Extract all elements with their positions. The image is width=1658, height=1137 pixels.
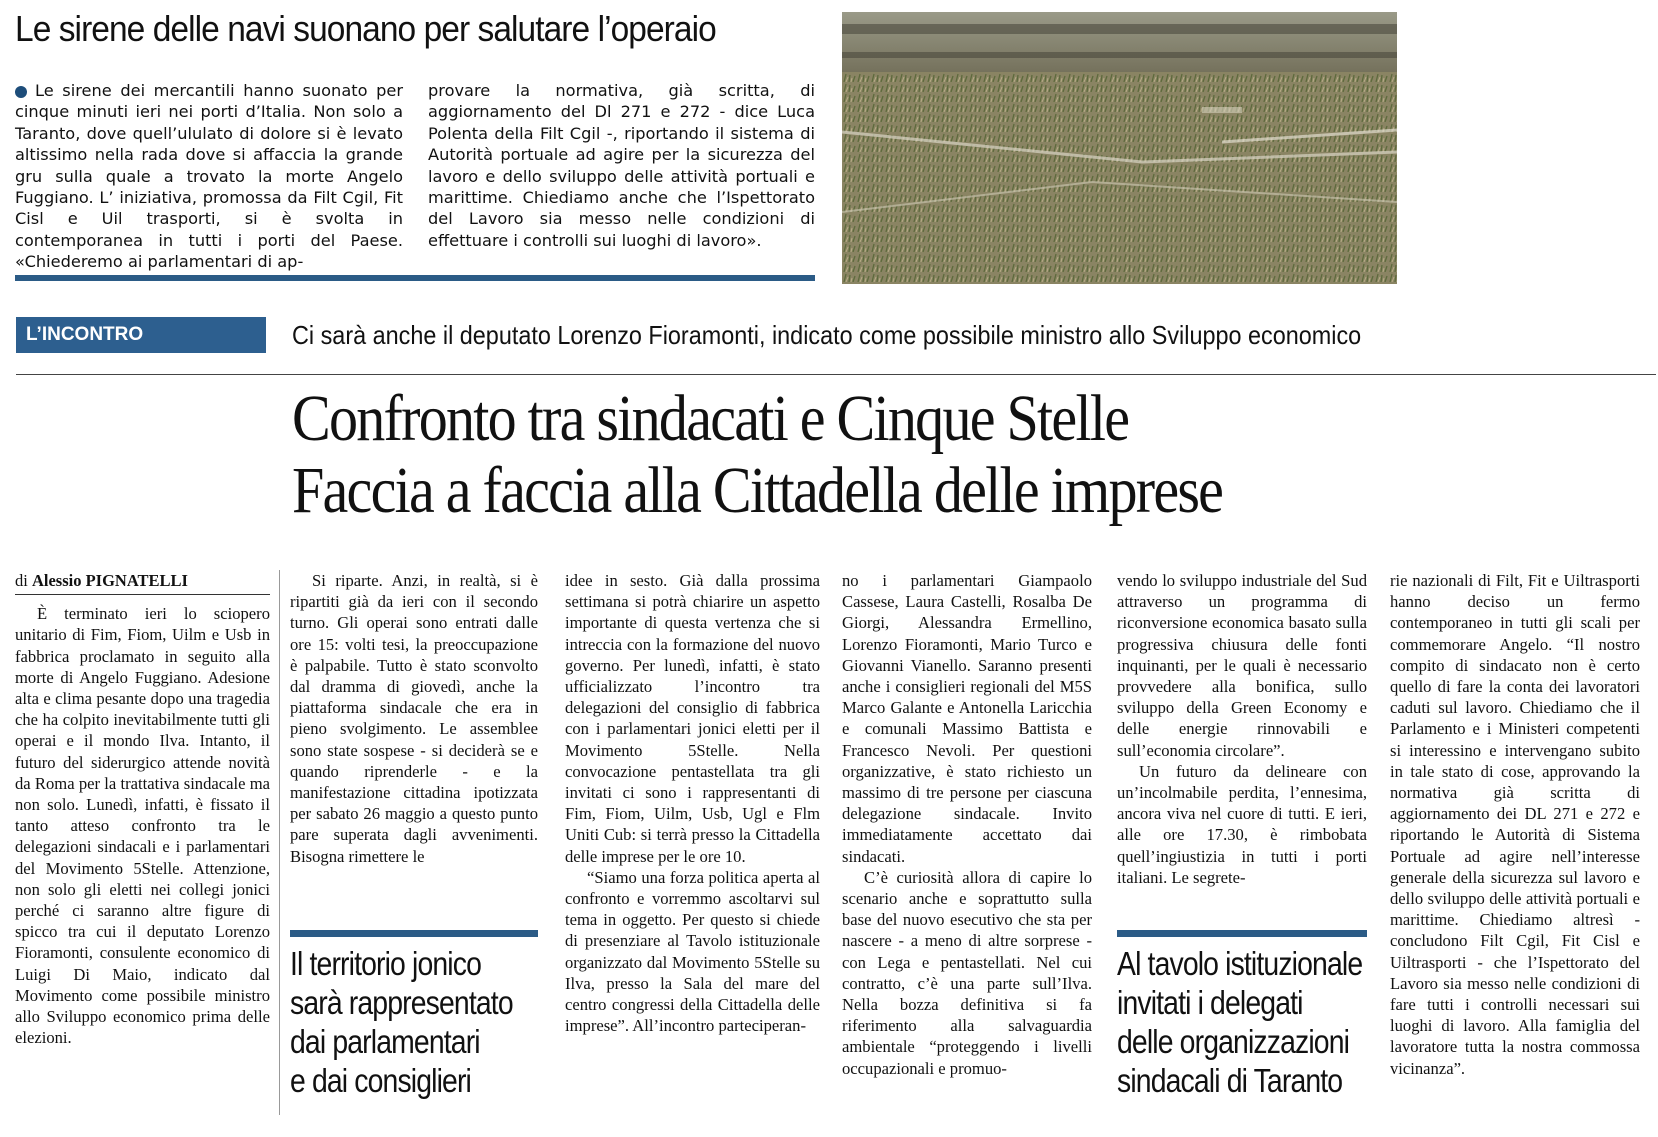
callout-line: delle organizzazioni [1117,1023,1350,1060]
byline-prefix: di [15,571,28,590]
article-column-6 [1390,570,1640,1079]
headline-line-1: Confronto tra sindacati e Cinque Stelle [292,382,1129,455]
byline [15,570,270,595]
brief-text-2: provare la normativa, già scritta, di aggiornamento del Dl 271 e 272 - dice Luca Polenta della Filt Cgil -, riportando il sistema di Autorità portuale ad agire per la sicurezza del lavoro e dello sviluppo delle attività portuali e marittime. Chiediamo anche che l’Ispettorato del Lavoro sia messo nelle condizioni di effettuare i controlli sui luoghi di lavoro». [428,81,815,250]
brief-text-1: Le sirene dei mercantili hanno suonato per cinque minuti ieri nei porti d’Italia. Non solo a Taranto, dove quell’ululato di dolore si è levato altissimo nella rada dove si affaccia la grande gru sulla quale a trovato la morte Angelo Fuggiano. L’ iniziativa, promossa da Filt Cgil, Fit Cisl e Uil trasporti, si è svolta in contemporanea in tutti i porti del Paese. «Chiederemo ai parlamentari di ap- [15,81,403,272]
column-rule [279,570,280,1115]
paragraph: no i parlamentari Giampaolo Cassese, Laura Castelli, Rosalba De Giorgi, Alessandra Ermellino, Lorenzo Fioramonti, Mario Turco e Giovanni Vianello. Saranno presenti anche i consiglieri regionali del M5S Marco Galante e Antonella Laricchia e comunali Massimo Battista e Francesco Nevoli. Per questioni organizzative, è stato richiesto un massimo di tre persone per ciascuna delegazione sindacale. Invito immediatamente accettato dai sindacati. [842,571,1092,866]
paragraph: Un futuro da delineare con un’incolmabile perdita, l’ennesima, ancora viva nel cuore di tutti. E ieri, alle ore 17.30, è rimbobata quell’ingiustizia in tutti i porti italiani. Le segrete- [1117,761,1367,887]
callout-line: dai parlamentari [290,1023,480,1060]
paragraph: È terminato ieri lo sciopero unitario di Fim, Fiom, Uilm e Usb in fabbrica proclamato in seguito alla morte di Angelo Fuggiano. Adesione alta e clima pesante dopo una tragedia che ha colpito inevitabilmente tutti gli operai e il mondo Ilva. Intanto, il futuro del siderurgico attende novità da Roma per la trattativa sindacale ma non solo. Lunedì, infatti, è fissato il tanto atteso confronto tra le delegazioni sindacali e i parlamentari del Movimento 5Stelle. Attenzione, non solo gli eletti nei collegi jonici perché ci saranno altre figure di spicco tra cui il deputato Lorenzo Fioramonti, consulente economico di Luigi Di Maio, indicato dal Movimento come possibile ministro allo Sviluppo economico prima delle elezioni. [15,604,270,1048]
brief-column-1 [15,80,403,273]
bullet-dot-icon [15,86,27,98]
byline-author: Alessio PIGNATELLI [31,571,188,590]
callout-1-bar [290,930,538,937]
callout-2 [1117,944,1362,1100]
paragraph: vendo lo sviluppo industriale del Sud attraverso un programma di riconversione economica basato sulla progressiva chiusura delle fonti inquinanti, per le quali è necessario provvedere alla bonifica, sullo sviluppo della Green Economy e delle energie rinnovabili e sull’economia circolare”. [1117,571,1367,760]
article-column-1 [15,570,270,1048]
article-column-5 [1117,570,1367,888]
article-column-4 [842,570,1092,1079]
brief-column-2 [428,80,815,251]
paragraph: rie nazionali di Filt, Fit e Uiltrasporti hanno deciso un fermo contemporaneo in tutti gli scali per commemorare Angelo. “Il nostro compito di sindacato non è certo quello di fare la conta dei lavoratori caduti sul lavoro. Chiediamo che il Parlamento e i Ministeri competenti si interessino e intervengano subito in tale stato di cose, approvando la normativa già scritta di aggiornamento dei DL 271 e 272 e riportando le Autorità di Sistema Portuale ad agire nell’interesse generale della sicurezza sul lavoro e dello sviluppo delle attività portuali e marittime. Chiediamo altresì - concludono Filt Cgil, Fit Cisl e Uiltrasporti - che l’Ispettorato del Lavoro sia messo nelle condizioni di fare tutti i controlli necessari sui luoghi di lavoro. Alla famiglia del lavoratore tutta la nostra commossa vicinanza”. [1390,571,1640,1078]
subheadline: Ci sarà anche il deputato Lorenzo Fioramonti, indicato come possibile ministro allo Sviluppo economico [292,320,1362,350]
headline-line-2: Faccia a faccia alla Cittadella delle imprese [292,454,1223,527]
article-column-3 [565,570,820,1036]
callout-line: Al tavolo istituzionale [1117,945,1363,982]
paragraph: Si riparte. Anzi, in realtà, si è ripartiti già da ieri con il secondo turno. Gli operai sono entrati dalle ore 15: volti tesi, la preoccupazione è palpabile. Tutto è stato sconvolto dal dramma di giovedì, anche la piattaforma sindacale che era in pieno svolgimento. Le assemblee sono state sospese - si deciderà se e quando riprenderle - e la manifestazione cittadina ipotizzata per sabato 26 maggio a questo punto pare superata dagli avvenimenti. Bisogna rimettere le [290,571,538,866]
callout-line: sindacali di Taranto [1117,1062,1343,1099]
paragraph: “Siamo una forza politica aperta al confronto e vorremmo ascoltarvi sul tema in oggetto. Per questo si chiede di presenziare al Tavolo istituzionale organizzato dal Movimento 5Stelle su Ilva, presso la Sala del mare del centro congressi della Cittadella delle imprese”. All’incontro parteciperan- [565,867,820,1036]
section-divider [16,374,1656,375]
callout-1 [290,944,513,1100]
brief-title: Le sirene delle navi suonano per salutare l’operaio [15,8,716,49]
photo-image [842,12,1397,284]
headline [292,383,1471,527]
paragraph: idee in sesto. Già dalla prossima settimana si potrà chiarire un aspetto importante di questa vertenza che si intreccia con la formazione del nuovo governo. Per lunedì, infatti, è stato ufficializzato l’incontro tra delegazioni del consiglio di fabbrica con i parlamentari jonici eletti per il Movimento 5Stelle. Nella convocazione pentastellata tra gli invitati ci sono i rappresentanti di Fim, Fiom, Uilm, Usb, Ugl e Flm Uniti Cub: si terrà presso la Cittadella delle imprese per le ore 10. [565,571,820,866]
callout-line: sarà rappresentato [290,984,513,1021]
article-column-2 [290,570,538,867]
callout-2-bar [1117,930,1367,937]
paragraph: C’è curiosità allora di capire lo scenario anche e soprattutto sulla base del nuovo esecutivo che sta per nascere - a meno di altre sorprese - con Lega e pentastellati. Nel cui contratto, c’è una parte sull’Ilva. Nella bozza definitiva si fa riferimento alla salvaguardia ambientale “proteggendo i livelli occupazionali e promuo- [842,867,1092,1078]
callout-line: e dai consiglieri [290,1062,472,1099]
callout-line: Il territorio jonico [290,945,482,982]
article-photo [842,12,1397,284]
section-tag: L’INCONTRO [16,317,266,353]
callout-line: invitati i delegati [1117,984,1303,1021]
brief-bottom-bar [15,275,815,281]
